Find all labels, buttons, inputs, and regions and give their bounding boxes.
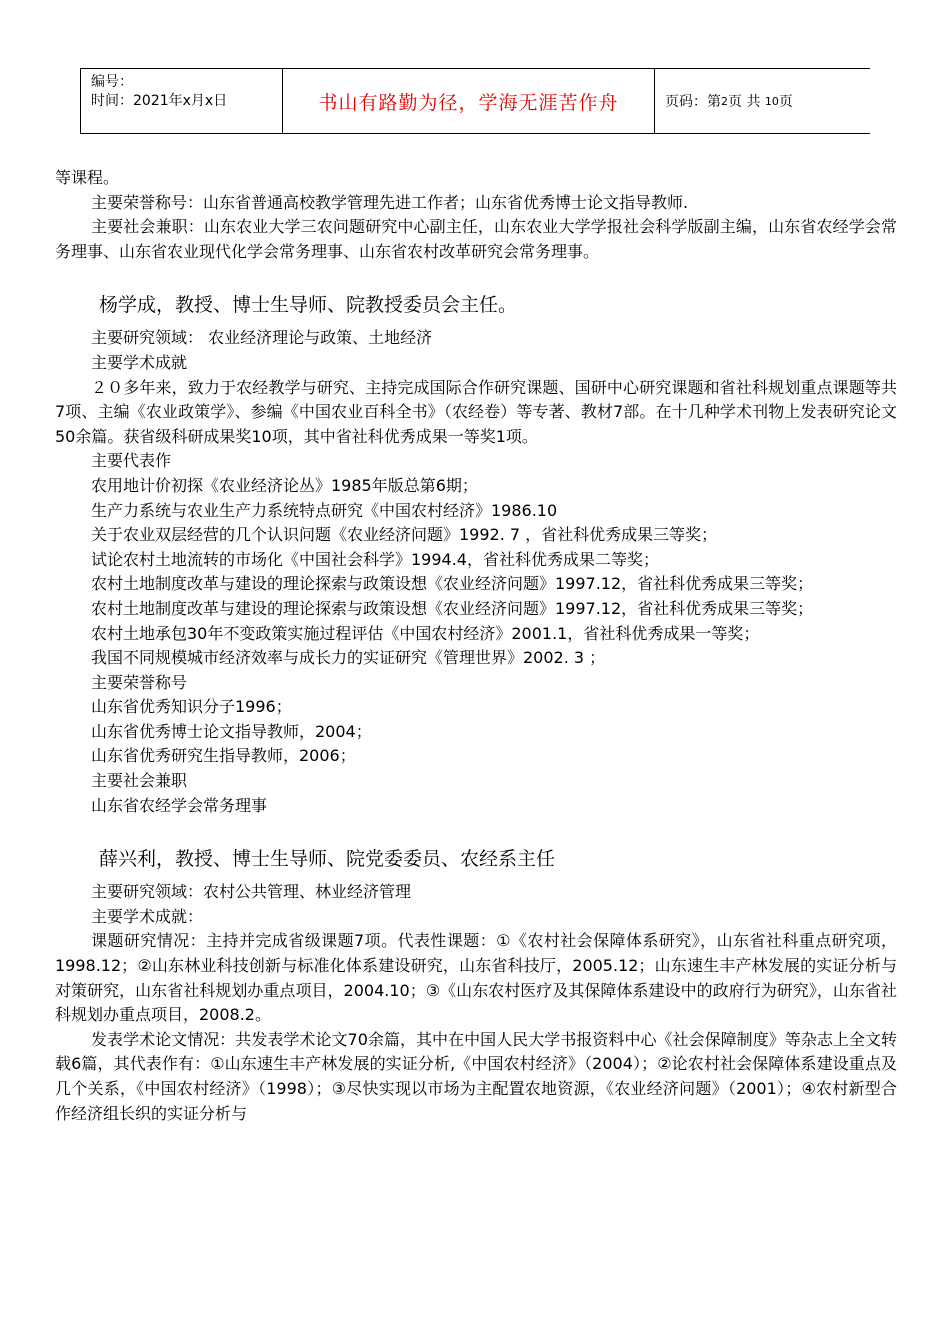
page-mid: 页 共 [728,94,761,110]
body-line: 农村土地制度改革与建设的理论探索与政策设想《农业经济问题》1997.12，省社科优秀成果三等奖； [91,598,814,618]
body-line: 主要荣誉称号 [91,672,188,692]
body-line: 试论农村土地流转的市场化《中国社会科学》1994.4，省社科优秀成果二等奖； [91,549,659,569]
body-line: 农用地计价初探《农业经济论丛》1985年版总第6期； [91,475,478,495]
body-line: 农村土地承包30年不变政策实施过程评估《中国农村经济》2001.1，省社科优秀成果一等奖； [91,623,760,643]
body-line: 课题研究情况：主持并完成省级课题7项。代表性课题：①《农村社会保障体系研究》，山东省社科重点研究项，1998.12；②山东林业科技创新与标准化体系建设研究，山东省科技厅，2005.12；山东速生丰产林发展的实证分析与对策研究，山东省社科规划办重点项目，2004.10；③《山东农村医疗及其保障体系建设中的政府行为研究》，山东省社科规划办重点项目，2008.2。 [55,931,897,1025]
body-line: 发表学术论文情况：共发表学术论文70余篇，其中在中国人民大学书报资料中心《社会保障制度》等杂志上全文转载6篇，其代表作有：①山东速生丰产林发展的实证分析,《中国农村经济》（2004）；②论农村社会保障体系建设重点及几个关系，《中国农村经济》（1998）；③尽快实现以市场为主配置农地资源，《农业经济问题》（2001）；④农村新型合作经济组长织的实证分析与 [55,1029,897,1123]
section-yang [55,326,897,818]
body-line: 主要学术成就 [91,352,188,372]
section-xue [55,880,897,1126]
page-header [80,68,870,134]
body-line: 关于农业双层经营的几个认识问题《农业经济问题》1992. 7 ，省社科优秀成果三等奖； [91,525,718,545]
date-label: 时间：2021年x月x日 [91,93,228,109]
body-line: 主要社会兼职 [91,771,188,791]
body-line: 主要学术成就： [91,906,204,926]
body-line: 我国不同规模城市经济效率与成长力的实证研究《管理世界》2002. 3 ； [91,648,606,668]
page-suffix: 页 [778,94,793,110]
body-line: 农村土地制度改革与建设的理论探索与政策设想《农业经济问题》1997.12，省社科优秀成果三等奖； [91,574,814,594]
body-line: 山东省农经学会常务理事 [91,795,268,815]
body-line: 主要研究领域： 农业经济理论与政策、土地经济 [91,328,433,348]
body-line: 主要代表作 [91,451,172,471]
intro-line: 主要荣誉称号：山东省普通高校教学管理先进工作者；山东省优秀博士论文指导教师. [91,192,689,212]
page-current: 2 [721,94,728,108]
body-line: 山东省优秀知识分子1996； [91,697,292,717]
body-line: 主要研究领域：农村公共管理、林业经济管理 [91,882,412,902]
body-line: 生产力系统与农业生产力系统特点研究《中国农村经济》1986.10 [91,500,558,520]
page-prefix: 页码：第 [665,94,721,110]
document-body [55,166,897,1126]
body-line: ２０多年来，致力于农经教学与研究、主持完成国际合作研究课题、国研中心研究课题和省社科规划重点课题等共7项、主编《农业政策学》、参编《中国农业百科全书》（农经卷）等专著、教材7部。在十几种学术刊物上发表研究论文50余篇。获省级科研成果奖10项，其中省社科优秀成果一等奖1项。 [55,377,897,446]
intro-line: 等课程。 [55,168,120,187]
header-meta-cell [81,69,283,133]
header-page-cell [655,69,870,133]
motto: 书山有路勤为径，学海无涯苦作舟 [318,91,619,114]
page-total: 10 [764,94,779,108]
section-heading-xue: 薛兴利，教授、博士生导师、院党委委员、农经系主任 [99,848,556,871]
body-line: 山东省优秀研究生指导教师，2006； [91,746,356,766]
header-motto-cell [283,69,655,133]
section-heading-yang: 杨学成，教授、博士生导师、院教授委员会主任。 [99,294,518,317]
body-line: 山东省优秀博士论文指导教师，2004； [91,721,372,741]
intro-line: 主要社会兼职：山东农业大学三农问题研究中心副主任，山东农业大学学报社会科学版副主编，山东省农经学会常务理事、山东省农业现代化学会常务理事、山东省农村改革研究会常务理事。 [55,217,897,261]
code-label: 编号： [91,74,133,90]
